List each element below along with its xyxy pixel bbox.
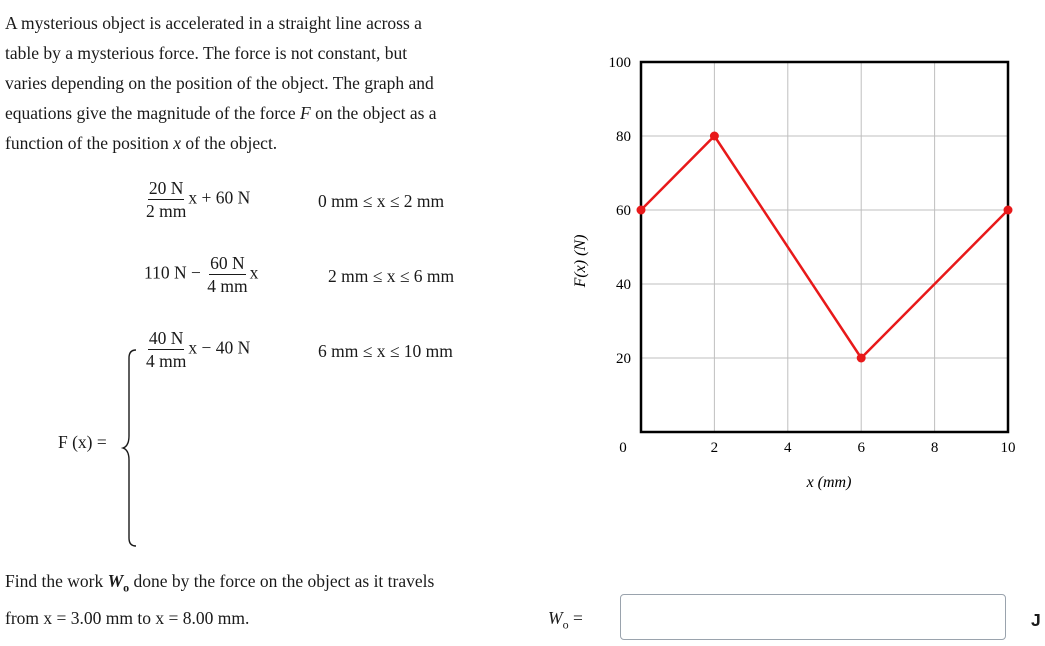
fraction-40n-4mm: $\frac{40 N}{4 mm}$ [146, 328, 187, 371]
condition-case-3: 6 mm ≤ x ≤ 10 mm [318, 341, 453, 361]
equation-lhs: F (x) = [58, 432, 107, 452]
equation-case-1: $\frac{20 N}{2 mm}$ x + 60 N [146, 178, 251, 221]
x-tick-label: 0 [619, 440, 627, 456]
x-tick-label: 6 [857, 440, 865, 456]
problem-line-3: varies depending on the position of the object. The graph and [5, 73, 434, 93]
x-tick-label: 10 [1000, 440, 1016, 456]
y-tick-label: 80 [616, 129, 631, 145]
series-line-fx [641, 136, 1008, 358]
y-tick-labels [609, 55, 632, 367]
problem-line-2: table by a mysterious force. The force is not constant, but [5, 43, 408, 63]
fraction-60n-4mm: $\frac{60 N}{4 mm}$ [207, 253, 248, 296]
x-tick-label: 8 [930, 440, 939, 456]
equation-case-2: 110 N − $\frac{60 N}{4 mm}$ x [144, 253, 259, 296]
y-tick-label: 20 [616, 351, 631, 367]
answer-label: $W_o$ = [548, 608, 583, 632]
condition-case-2: 2 mm ≤ x ≤ 6 mm [328, 266, 455, 286]
problem-line-1: A mysterious object is accelerated in a straight line across a [5, 13, 422, 33]
data-point [857, 354, 866, 363]
x-tick-labels [619, 440, 1015, 456]
y-axis-label: F(x) (N) [572, 234, 589, 288]
problem-line-5: function of the position x of the object. [5, 133, 278, 153]
chart-frame [641, 62, 1008, 432]
force-variable: F [299, 103, 311, 123]
condition-case-1: 0 mm ≤ x ≤ 2 mm [318, 191, 445, 211]
data-point [710, 132, 719, 141]
question-text [5, 566, 525, 633]
y-tick-label: 100 [608, 55, 631, 71]
position-variable: x [173, 133, 181, 153]
equation-case-3: $\frac{40 N}{4 mm}$ x − 40 N [146, 328, 251, 371]
data-point [1004, 206, 1013, 215]
data-points [637, 132, 1013, 363]
question-line-2: from x = 3.00 mm to x = 8.00 mm. [5, 607, 250, 628]
x-tick-label: 4 [784, 440, 792, 456]
answer-unit: J [1031, 610, 1041, 630]
work-answer-input[interactable] [620, 594, 1006, 640]
fraction-20n-2mm: $\frac{20 N}{2 mm}$ [146, 178, 187, 221]
y-tick-label: 40 [616, 277, 631, 293]
question-line-1: Find the work $W_o$ done by the force on the object as it travels [5, 571, 435, 595]
x-tick-label: 2 [710, 440, 719, 456]
problem-line-4: equations give the magnitude of the force F on the object as a [5, 103, 437, 123]
chart-grid [641, 62, 1008, 432]
x-axis-label: x (mm) [806, 474, 852, 491]
y-tick-label: 60 [616, 203, 631, 219]
data-point [637, 206, 646, 215]
